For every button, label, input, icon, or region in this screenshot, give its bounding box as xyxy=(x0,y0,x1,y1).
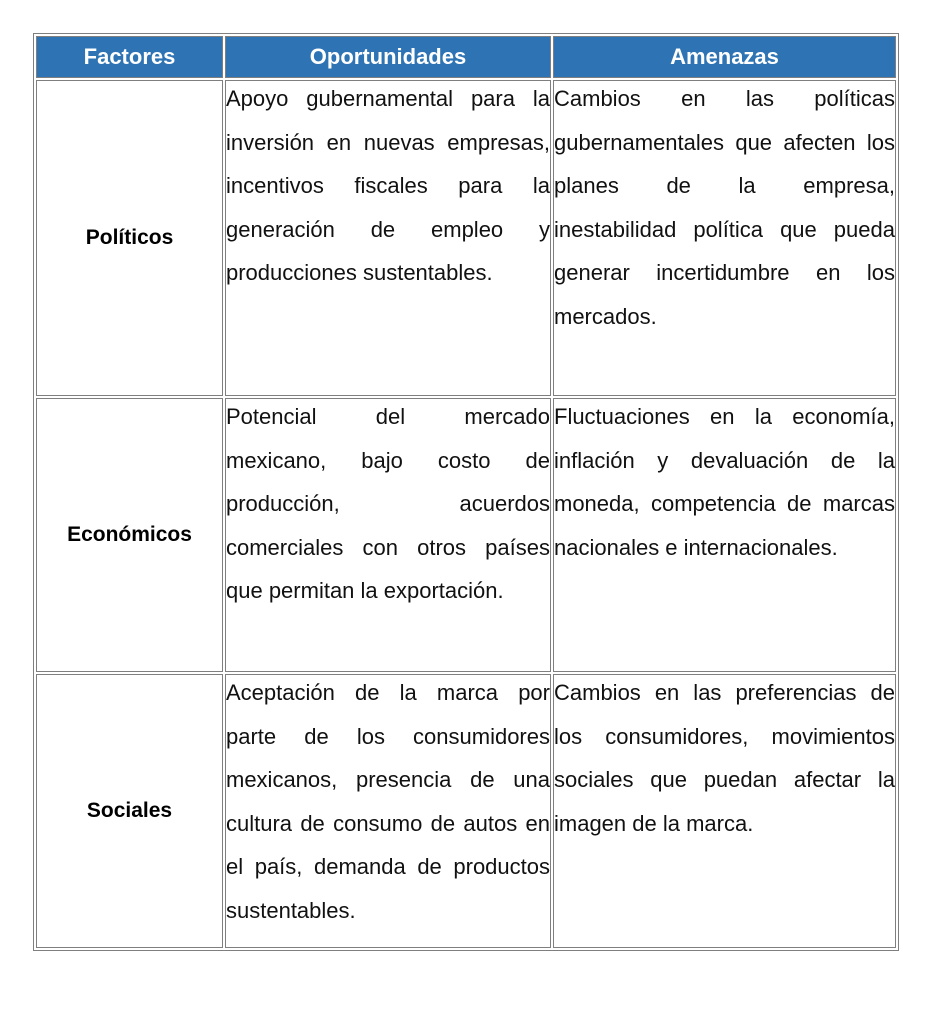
header-factores: Factores xyxy=(36,36,223,78)
amenazas-cell xyxy=(553,398,896,672)
table-row-sociales xyxy=(36,674,896,948)
amenazas-text: Fluctuaciones en la economía, inflación y devaluación de la moneda, competencia de marcas nacionales e internacionales. xyxy=(554,404,895,560)
oportunidades-text: Apoyo gubernamental para la inversión en nuevas empresas, incentivos fiscales para la generación de empleo y producciones sustentables. xyxy=(226,86,550,285)
amenazas-cell xyxy=(553,674,896,948)
header-row xyxy=(36,36,896,78)
oportunidades-text: Potencial del mercado mexicano, bajo costo de producción, acuerdos comerciales con otros países que permitan la exportación. xyxy=(226,404,550,603)
oportunidades-cell xyxy=(225,674,551,948)
table-row-politicos xyxy=(36,80,896,396)
header-amenazas: Amenazas xyxy=(553,36,896,78)
pest-table xyxy=(33,33,899,951)
oportunidades-cell xyxy=(225,398,551,672)
factor-cell: Sociales xyxy=(36,674,223,948)
header-oportunidades: Oportunidades xyxy=(225,36,551,78)
factor-cell: Económicos xyxy=(36,398,223,672)
factor-cell: Políticos xyxy=(36,80,223,396)
oportunidades-text: Aceptación de la marca por parte de los consumidores mexicanos, presencia de una cultura de consumo de autos en el país, demanda de productos sustentables. xyxy=(226,680,550,923)
amenazas-text: Cambios en las preferencias de los consumidores, movimientos sociales que puedan afectar la imagen de la marca. xyxy=(554,680,895,836)
table-row-economicos xyxy=(36,398,896,672)
oportunidades-cell xyxy=(225,80,551,396)
amenazas-cell xyxy=(553,80,896,396)
amenazas-text: Cambios en las políticas gubernamentales que afecten los planes de la empresa, inestabilidad política que pueda generar incertidumbre en los mercados. xyxy=(554,86,895,329)
